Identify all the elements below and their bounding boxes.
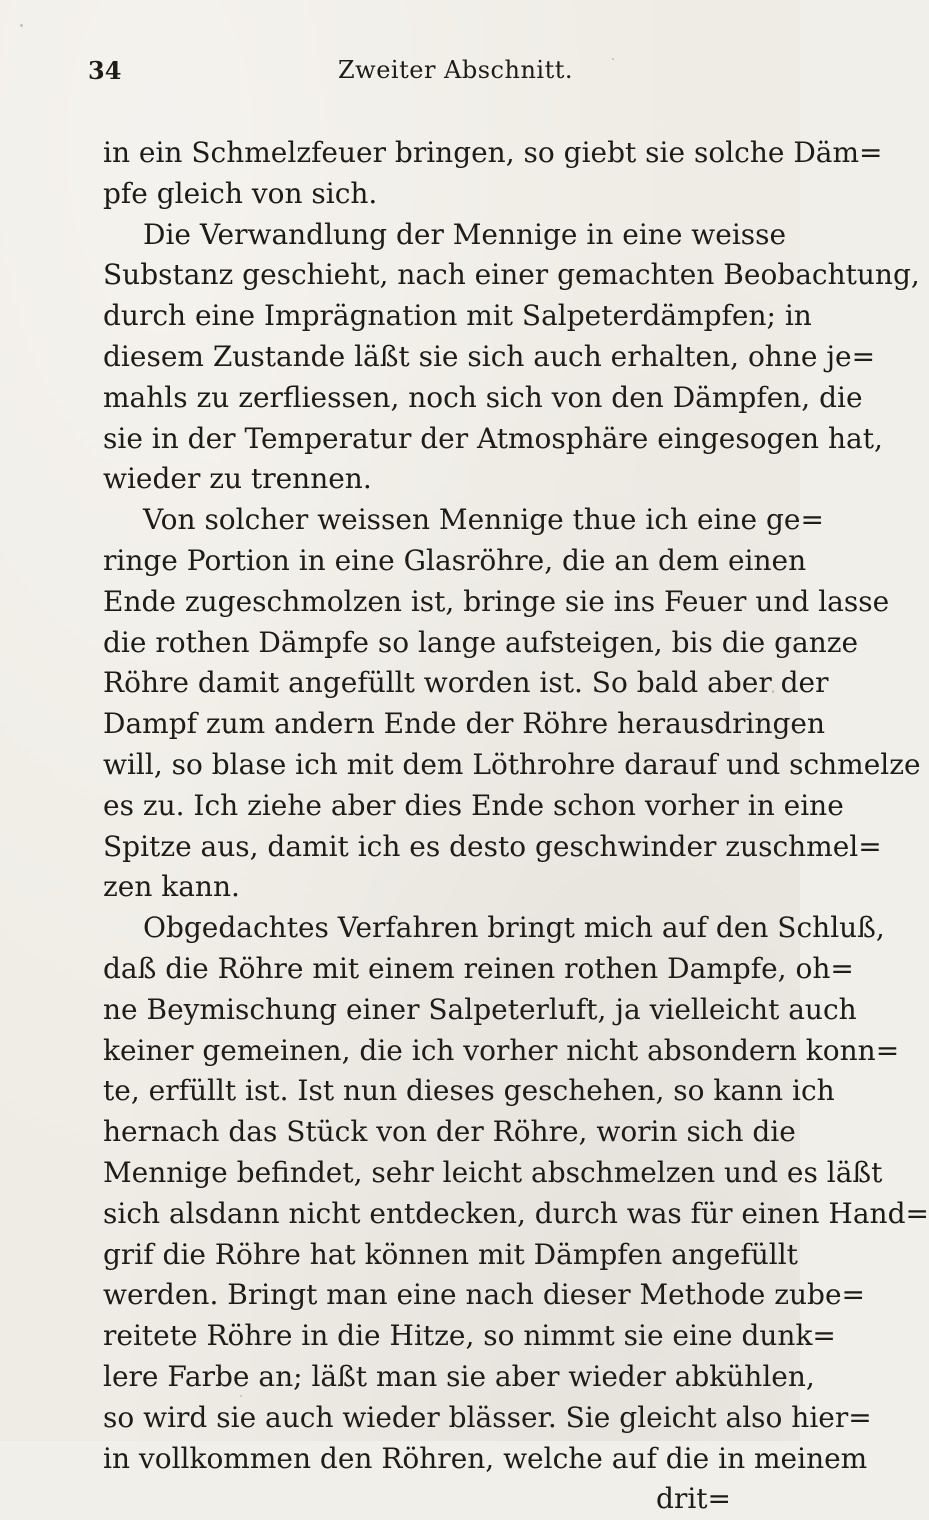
text-line: keiner gemeinen, die ich vorher nicht absondern konn= xyxy=(103,1033,900,1067)
text-line: lere Farbe an; läßt man sie aber wieder abkühlen, xyxy=(103,1359,815,1393)
text-line: durch eine Imprägnation mit Salpeterdämpfen; in xyxy=(103,299,812,333)
text-line: grif die Röhre hat können mit Dämpfen angefüllt xyxy=(103,1237,798,1271)
page-number: 34 xyxy=(88,56,122,85)
running-head xyxy=(88,56,720,96)
running-title: Zweiter Abschnitt. xyxy=(338,56,574,84)
text-line: Von solcher weissen Mennige thue ich eine ge= xyxy=(143,503,824,537)
text-line: Dampf zum andern Ende der Röhre herausdringen xyxy=(103,707,826,741)
text-line: Obgedachtes Verfahren bringt mich auf den Schluß, xyxy=(143,911,885,945)
text-line: ne Beymischung einer Salpeterluft, ja vielleicht auch xyxy=(103,992,857,1026)
text-line: pfe gleich von sich. xyxy=(103,176,378,210)
text-line: te, erfüllt ist. Ist nun dieses geschehen, so kann ich xyxy=(103,1074,835,1108)
text-line: diesem Zustande läßt sie sich auch erhalten, ohne je= xyxy=(103,339,876,373)
catchword: drit= xyxy=(656,1482,731,1516)
text-line: es zu. Ich ziehe aber dies Ende schon vorher in eine xyxy=(103,788,844,822)
text-line: in ein Schmelzfeuer bringen, so giebt sie solche Däm= xyxy=(103,136,883,169)
text-line: in vollkommen den Röhren, welche auf die in meinem xyxy=(103,1441,868,1475)
paper-speck xyxy=(240,1395,242,1397)
text-line: Spitze aus, damit ich es desto geschwinder zuschmel= xyxy=(103,829,882,863)
text-line: daß die Röhre mit einem reinen rothen Dampfe, oh= xyxy=(103,951,854,985)
text-line: werden. Bringt man eine nach dieser Methode zube= xyxy=(103,1278,866,1312)
text-line: wieder zu trennen. xyxy=(103,462,372,496)
paper-speck xyxy=(772,690,774,693)
text-line: mahls zu zerfliessen, noch sich von den Dämpfen, die xyxy=(103,380,863,414)
text-line: will, so blase ich mit dem Löthrohre darauf und schmelze xyxy=(103,747,921,781)
text-line: hernach das Stück von der Röhre, worin sich die xyxy=(103,1115,796,1149)
text-line: Die Verwandlung der Mennige in eine weisse xyxy=(143,217,787,251)
text-line: sie in der Temperatur der Atmosphäre eingesogen hat, xyxy=(103,421,883,455)
text-line: sich alsdann nicht entdecken, durch was für einen Hand= xyxy=(103,1196,929,1230)
text-line: Röhre damit angefüllt worden ist. So bald aber der xyxy=(103,666,829,700)
text-line: zen kann. xyxy=(103,870,240,904)
text-line: Ende zugeschmolzen ist, bringe sie ins Feuer und lasse xyxy=(103,584,890,618)
text-line: reitete Röhre in die Hitze, so nimmt sie eine dunk= xyxy=(103,1319,836,1353)
text-line: so wird sie auch wieder blässer. Sie gleicht also hier= xyxy=(103,1400,872,1434)
text-line: Substanz geschieht, nach einer gemachten Beobachtung, xyxy=(103,258,920,292)
text-line: die rothen Dämpfe so lange aufsteigen, bis die ganze xyxy=(103,625,859,659)
text-line: ringe Portion in eine Glasröhre, die an dem einen xyxy=(103,543,807,577)
paper-speck xyxy=(612,58,614,60)
body-text xyxy=(103,133,929,1520)
paper-speck xyxy=(20,24,23,27)
paper-speck xyxy=(420,1330,423,1332)
text-line: Mennige befindet, sehr leicht abschmelzen und es läßt xyxy=(103,1155,883,1189)
